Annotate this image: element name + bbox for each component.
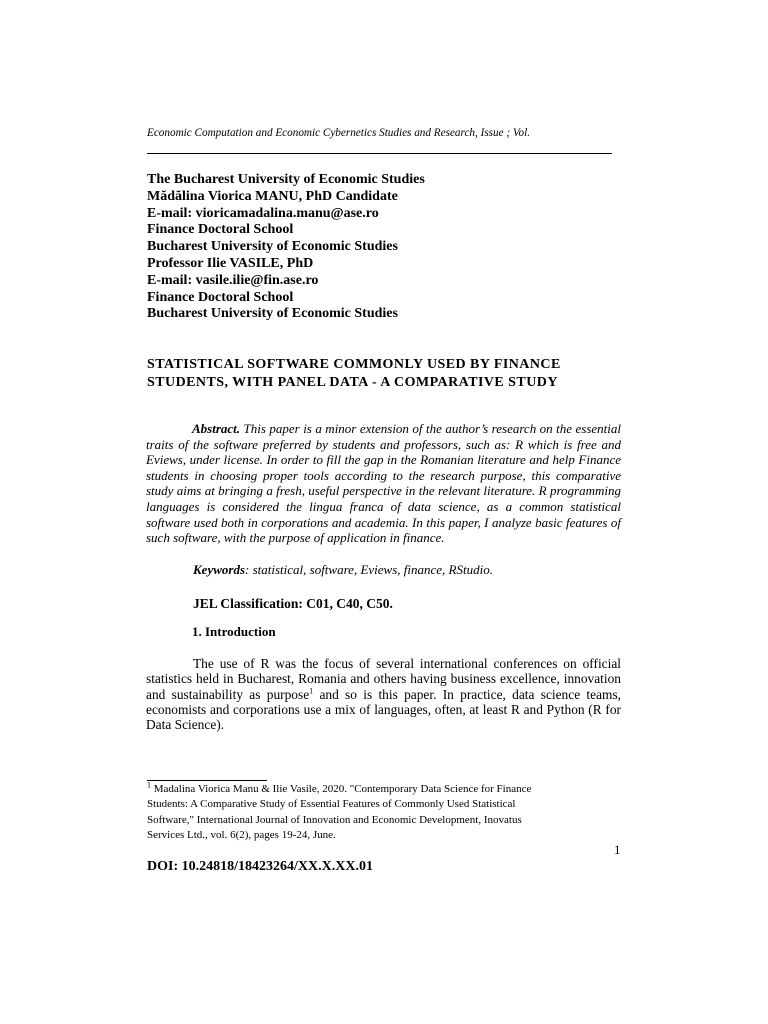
affiliation-line: Professor Ilie VASILE, PhD [147,255,314,271]
footnote-line: Services Ltd., vol. 6(2), pages 19-24, June. [147,828,336,841]
abstract-text: This paper is a minor extension of the author’s research on the essential traits of the software preferred by students and professors, such as: R which is free and Eviews, under license. In order to fill the gap in the Romanian literature and help Finance students in choosing proper tools according to the research purpose, this comparative study aims at bringing a fresh, useful perspective in the relevant literature. R programming languages is considered the lingua franca of data science, as a common statistical software used both in corporations and academia. In this paper, I analyze basic features of such software, with the purpose of application in finance. [146,421,621,546]
affiliation-line: E-mail: vioricamadalina.manu@ase.ro [147,205,379,221]
jel-classification: JEL Classification: C01, C40, C50. [193,596,393,611]
affiliation-line: Finance Doctoral School [147,222,294,238]
abstract-label: Abstract. [192,421,241,436]
footnote-line: Software," International Journal of Innovation and Economic Development, Inovatus [147,813,522,826]
title-line: STATISTICAL SOFTWARE COMMONLY USED BY FINANCE [147,357,561,372]
intro-paragraph [146,656,621,732]
affiliation-line: Finance Doctoral School [147,289,294,305]
keywords [193,562,623,578]
footnote-number: 1 [147,780,151,790]
footnote-line: $^1$ Madalina Viorica Manu & Ilie Vasile, 2020. "Contemporary Data Science for Finance [147,780,532,795]
keywords-text: : statistical, software, Eviews, finance, RStudio. [245,562,493,577]
running-header: Economic Computation and Economic Cybernetics Studies and Research, Issue ; Vol. [147,127,530,139]
paper-title [147,356,627,391]
affiliation-line: Bucharest University of Economic Studies [147,306,398,322]
intro-text-part-1: The use of R was the focus of several international conferences on official statistics held in Bucharest, Romania and others having business excellence, innovation and sustainability as purpose [146,656,621,702]
affiliation-line: The Bucharest University of Economic Studies [147,172,425,187]
abstract [146,421,621,546]
affiliation-line: Bucharest University of Economic Studies [147,239,398,255]
footnote-reference[interactable]: 1 [309,686,314,696]
page-number: 1 [614,842,621,857]
title-line: STUDENTS, WITH PANEL DATA - A COMPARATIVE STUDY [147,374,558,390]
affiliation-line: Mădălina Viorica MANU, PhD Candidate [147,188,398,204]
doi[interactable]: DOI: 10.24818/18423264/XX.X.XX.01 [147,859,373,874]
intro-text-part-2: and so is this paper. In practice, data science teams, economists and corporations use a mix of languages, often, at least R and Python (R for Data Science). [146,686,622,733]
header-divider [147,153,612,154]
author-affiliations [147,172,627,323]
affiliation-line: E-mail: vasile.ilie@fin.ase.ro [147,272,319,288]
footnote-divider [147,780,267,781]
keywords-label: Keywords [193,562,245,577]
footnote-line: Students: A Comparative Study of Essential Features of Commonly Used Statistical [147,798,516,811]
section-heading: 1. Introduction [192,624,276,639]
footnote [147,782,617,843]
